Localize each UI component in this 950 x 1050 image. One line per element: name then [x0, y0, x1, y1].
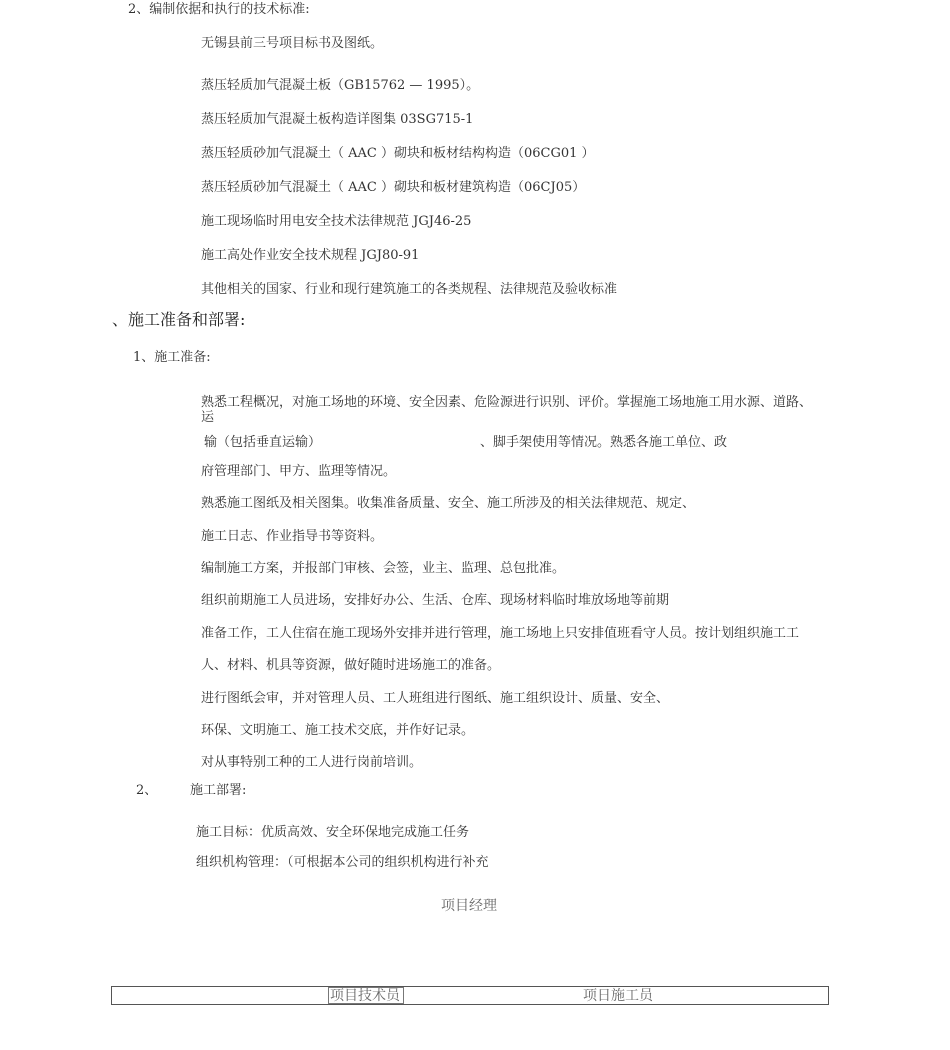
subsection-2-heading: 施工部署:: [190, 783, 247, 798]
prep-line: 进行图纸会审，并对管理人员、工人班组进行图纸、施工组织设计、质量、安全、: [201, 691, 670, 706]
prep-line: 对从事特别工种的工人进行岗前培训。: [201, 755, 423, 770]
standard-item: 其他相关的国家、行业和现行建筑施工的各类规程、法律规范及验收标准: [201, 282, 618, 297]
prep-line: 熟悉工程概况，对施工场地的环境、安全因素、危险源进行识别、评价。掌握施工场地施工用水源、道路、: [201, 395, 813, 410]
prep-line: 环保、文明施工、施工技术交底，并作好记录。: [201, 723, 475, 738]
prep-line: 组织前期施工人员进场，安排好办公、生活、仓库、现场材料临时堆放场地等前期: [201, 593, 670, 608]
org-chart-project-manager: 项目经理: [441, 898, 497, 914]
prep-line: 运: [201, 410, 215, 425]
standard-item: 蒸压轻质砂加气混凝土（ AAC ）砌块和板材结构构造（06CG01 ）: [201, 146, 595, 161]
prep-line: 施工日志、作业指导书等资料。: [201, 529, 384, 544]
prep-line: 准备工作，工人住宿在施工现场外安排并进行管理，施工场地上只安排值班看守人员。按计划组织施工工: [201, 626, 800, 641]
prep-line: 、脚手架使用等情况。熟悉各施工单位、政: [480, 435, 728, 450]
standard-item: 蒸压轻质砂加气混凝土（ AAC ）砌块和板材建筑构造（06CJ05）: [201, 180, 586, 195]
standard-item: 施工高处作业安全技术规程 JGJ80-91: [201, 248, 420, 263]
org-chart-technician: 项目技术员: [330, 988, 400, 1004]
org-management: 组织机构管理：（可根据本公司的组织机构进行补充: [196, 855, 489, 870]
section-2-heading: 2、编制依据和执行的技术标准:: [128, 2, 310, 17]
subsection-1-heading: 1、施工准备:: [133, 350, 211, 365]
prep-line: 编制施工方案，并报部门审核、会签，业主、监理、总包批准。: [201, 561, 566, 576]
prep-line: 府管理部门、甲方、监理等情况。: [201, 464, 397, 479]
prep-line: 输（包括垂直运输）: [204, 435, 322, 450]
standard-item: 蒸压轻质加气混凝土板（GB15762 — 1995）。: [201, 78, 480, 93]
prep-line: 熟悉施工图纸及相关图集。收集准备质量、安全、施工所涉及的相关法律规范、规定、: [201, 496, 696, 511]
standard-item: 无锡县前三号项目标书及图纸。: [201, 36, 384, 51]
subsection-2-number: 2、: [136, 783, 158, 798]
standard-item: 蒸压轻质加气混凝土板构造详图集 03SG715-1: [201, 112, 474, 127]
construction-goal: 施工目标：优质高效、安全环保地完成施工任务: [196, 825, 470, 840]
org-chart-row: [111, 986, 829, 1005]
org-chart-constructor: 项日施工员: [583, 988, 653, 1004]
standard-item: 施工现场临时用电安全技术法律规范 JGJ46-25: [201, 214, 472, 229]
main-section-heading: 、施工准备和部署:: [112, 310, 246, 329]
prep-line: 人、材料、机具等资源，做好随时进场施工的准备。: [201, 658, 501, 673]
